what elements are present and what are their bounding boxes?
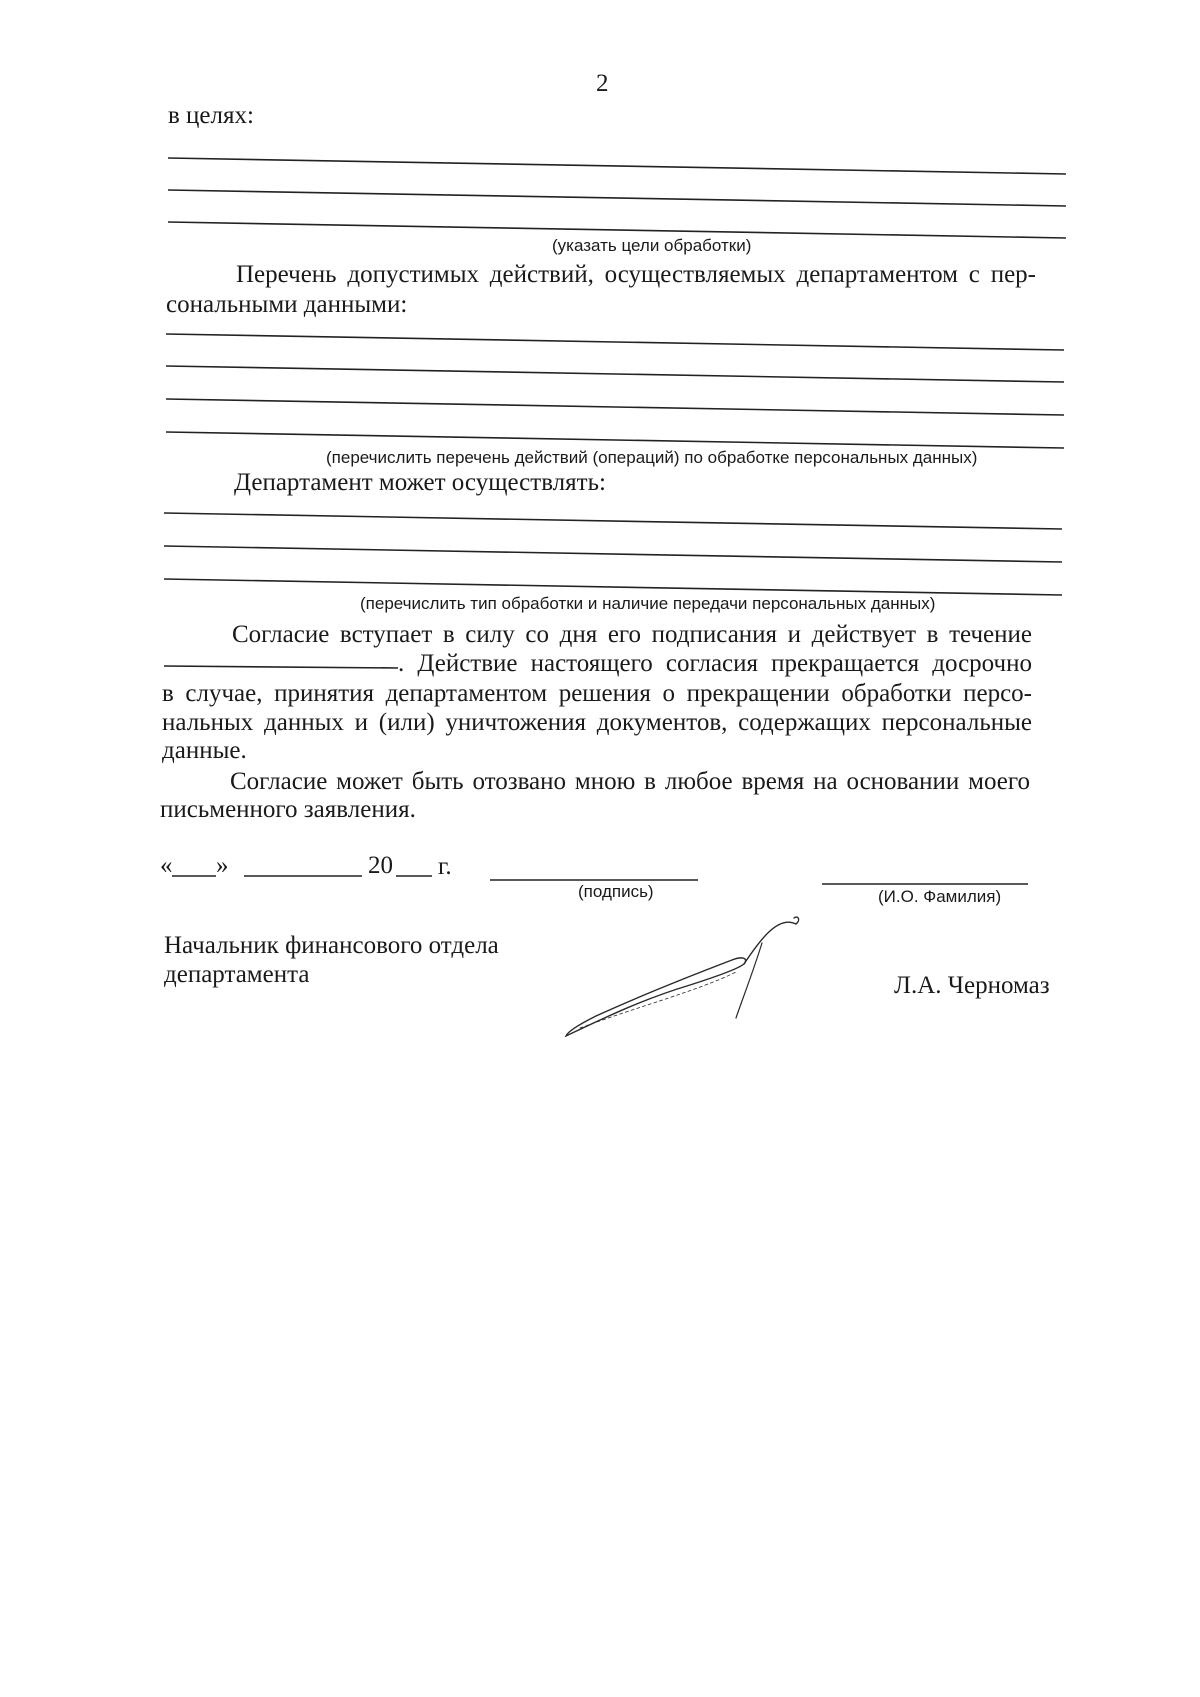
validity-line2: . Действие настоящего согласия прекращается досрочно [398, 650, 1032, 677]
revocation-line1: Согласие может быть отозвано мною в любое время на основании моего [230, 768, 1030, 795]
purposes-label: в целях: [168, 102, 254, 129]
actions-intro-line2: сональными данными: [166, 291, 408, 318]
actions-caption: (перечислить перечень действий (операций) по обработке персональных данных) [326, 448, 978, 467]
official-name: Л.А. Черномаз [894, 972, 1050, 999]
date-year-prefix: 20 [368, 852, 393, 879]
page-number: 2 [596, 70, 609, 97]
validity-line4: нальных данных и (или) уничтожения документов, содержащих персональные [162, 709, 1032, 736]
date-year-suffix: г. [438, 853, 452, 880]
processing-label: Департамент может осуществлять: [234, 469, 606, 496]
validity-line1: Согласие вступает в силу со дня его подписания и действует в течение [232, 621, 1032, 648]
date-open-quote: « [160, 852, 173, 879]
validity-line3: в случае, принятия департаментом решения о прекращении обработки персо- [162, 680, 1032, 707]
validity-line5: данные. [162, 737, 247, 764]
processing-caption: (перечислить тип обработки и наличие передачи персональных данных) [360, 594, 936, 613]
signature-caption: (подпись) [578, 882, 654, 901]
actions-intro-line1: Перечень допустимых действий, осуществляемых департаментом с пер- [236, 261, 1036, 288]
name-caption: (И.О. Фамилия) [878, 887, 1002, 906]
purposes-caption: (указать цели обработки) [552, 236, 752, 255]
date-close-quote: » [216, 852, 229, 879]
revocation-line2: письменного заявления. [160, 796, 416, 823]
official-position-line2: департамента [164, 961, 310, 988]
official-position-line1: Начальник финансового отдела [164, 932, 499, 959]
